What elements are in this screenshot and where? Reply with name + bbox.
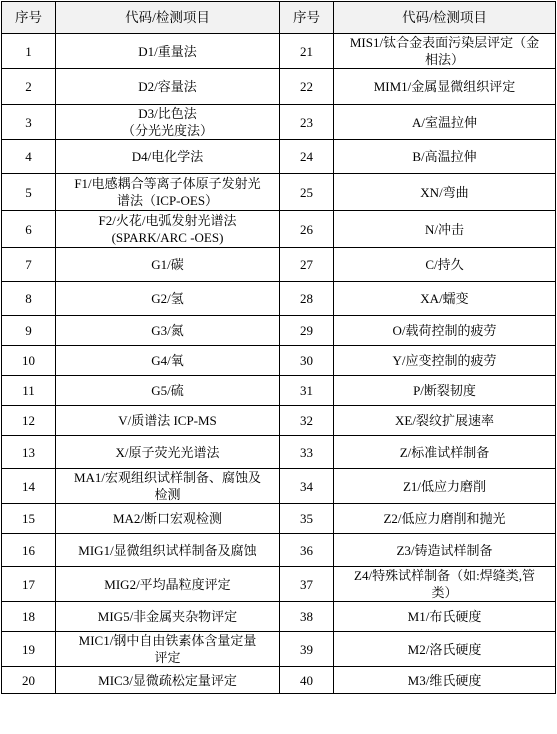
table-row (2, 469, 556, 504)
code-test-item-cell-2: MIS1/钛合金表面污染层评定（金 相法） (334, 34, 556, 69)
code-test-item-cell-2: MIM1/金属显微组织评定 (334, 69, 556, 105)
code-test-item-cell: X/原子荧光光谱法 (56, 436, 280, 469)
serial-number-cell-2: 24 (280, 140, 334, 174)
serial-number-cell-2: 30 (280, 346, 334, 376)
table-row (2, 105, 556, 140)
code-test-item-cell: MIG2/平均晶粒度评定 (56, 567, 280, 602)
code-test-item-cell: D3/比色法 （分光光度法） (56, 105, 280, 140)
serial-number-cell: 2 (2, 69, 56, 105)
table-row (2, 211, 556, 248)
code-test-item-cell-2: Z4/特殊试样制备（如:焊缝类,管 类） (334, 567, 556, 602)
serial-number-cell-2: 27 (280, 248, 334, 282)
code-test-item-cell: V/质谱法 ICP-MS (56, 406, 280, 436)
code-test-item-cell-2: Z3/铸造试样制备 (334, 534, 556, 567)
serial-number-cell: 17 (2, 567, 56, 602)
header-serial-number: 序号 (2, 2, 56, 34)
serial-number-cell: 6 (2, 211, 56, 248)
table-row (2, 567, 556, 602)
code-test-item-cell: G1/碳 (56, 248, 280, 282)
code-test-item-cell-2: M3/维氏硬度 (334, 667, 556, 694)
code-test-item-cell: MIC1/钢中自由铁素体含量定量 评定 (56, 632, 280, 667)
serial-number-cell-2: 35 (280, 504, 334, 534)
serial-number-cell-2: 33 (280, 436, 334, 469)
table-row (2, 632, 556, 667)
table-row (2, 436, 556, 469)
code-test-item-cell: F2/火花/电弧发射光谱法 (SPARK/ARC -OES) (56, 211, 280, 248)
code-test-item-cell-2: Z/标准试样制备 (334, 436, 556, 469)
code-test-item-cell-2: M1/布氏硬度 (334, 602, 556, 632)
code-test-item-cell-2: N/冲击 (334, 211, 556, 248)
table-row (2, 174, 556, 211)
test-item-code-table (1, 1, 556, 694)
serial-number-cell-2: 32 (280, 406, 334, 436)
serial-number-cell: 9 (2, 316, 56, 346)
serial-number-cell: 4 (2, 140, 56, 174)
code-test-item-cell-2: P/断裂韧度 (334, 376, 556, 406)
serial-number-cell-2: 23 (280, 105, 334, 140)
table-row (2, 602, 556, 632)
code-test-item-cell: D1/重量法 (56, 34, 280, 69)
table-row (2, 248, 556, 282)
table-row (2, 667, 556, 694)
code-test-item-cell: F1/电感耦合等离子体原子发射光 谱法（ICP-OES） (56, 174, 280, 211)
serial-number-cell-2: 25 (280, 174, 334, 211)
code-test-item-cell: G5/硫 (56, 376, 280, 406)
table-row (2, 282, 556, 316)
serial-number-cell: 5 (2, 174, 56, 211)
table-row (2, 140, 556, 174)
serial-number-cell-2: 38 (280, 602, 334, 632)
table-row (2, 316, 556, 346)
serial-number-cell: 14 (2, 469, 56, 504)
table-body (2, 34, 556, 694)
header-serial-number-2: 序号 (280, 2, 334, 34)
serial-number-cell: 8 (2, 282, 56, 316)
table-row (2, 346, 556, 376)
code-test-item-cell-2: C/持久 (334, 248, 556, 282)
code-test-item-cell: MIG1/显微组织试样制备及腐蚀 (56, 534, 280, 567)
code-test-item-cell: G2/氢 (56, 282, 280, 316)
code-test-item-cell-2: XE/裂纹扩展速率 (334, 406, 556, 436)
serial-number-cell: 3 (2, 105, 56, 140)
serial-number-cell: 11 (2, 376, 56, 406)
serial-number-cell-2: 26 (280, 211, 334, 248)
serial-number-cell-2: 29 (280, 316, 334, 346)
code-test-item-cell: MA1/宏观组织试样制备、腐蚀及 检测 (56, 469, 280, 504)
code-test-item-cell-2: A/室温拉伸 (334, 105, 556, 140)
header-row (2, 2, 556, 34)
serial-number-cell: 19 (2, 632, 56, 667)
code-test-item-cell-2: M2/洛氏硬度 (334, 632, 556, 667)
serial-number-cell-2: 31 (280, 376, 334, 406)
code-test-item-cell-2: O/载荷控制的疲劳 (334, 316, 556, 346)
code-test-item-cell: MIC3/显微疏松定量评定 (56, 667, 280, 694)
code-test-item-cell-2: Z2/低应力磨削和抛光 (334, 504, 556, 534)
serial-number-cell-2: 34 (280, 469, 334, 504)
table-row (2, 534, 556, 567)
serial-number-cell: 10 (2, 346, 56, 376)
code-test-item-cell: G3/氮 (56, 316, 280, 346)
serial-number-cell: 16 (2, 534, 56, 567)
table-row (2, 376, 556, 406)
serial-number-cell-2: 40 (280, 667, 334, 694)
code-test-item-cell: G4/氧 (56, 346, 280, 376)
table-row (2, 406, 556, 436)
serial-number-cell-2: 21 (280, 34, 334, 69)
code-test-item-cell-2: XA/蠕变 (334, 282, 556, 316)
code-test-item-cell-2: XN/弯曲 (334, 174, 556, 211)
code-test-item-cell-2: Y/应变控制的疲劳 (334, 346, 556, 376)
code-test-item-cell-2: Z1/低应力磨削 (334, 469, 556, 504)
serial-number-cell: 7 (2, 248, 56, 282)
table-row (2, 504, 556, 534)
code-test-item-cell: MA2/断口宏观检测 (56, 504, 280, 534)
code-test-item-cell-2: B/高温拉伸 (334, 140, 556, 174)
serial-number-cell: 18 (2, 602, 56, 632)
header-code-test-item: 代码/检测项目 (56, 2, 280, 34)
serial-number-cell-2: 37 (280, 567, 334, 602)
serial-number-cell: 1 (2, 34, 56, 69)
serial-number-cell-2: 39 (280, 632, 334, 667)
serial-number-cell: 12 (2, 406, 56, 436)
serial-number-cell-2: 36 (280, 534, 334, 567)
serial-number-cell-2: 22 (280, 69, 334, 105)
serial-number-cell: 15 (2, 504, 56, 534)
code-test-item-cell: MIG5/非金属夹杂物评定 (56, 602, 280, 632)
header-code-test-item-2: 代码/检测项目 (334, 2, 556, 34)
serial-number-cell-2: 28 (280, 282, 334, 316)
serial-number-cell: 13 (2, 436, 56, 469)
table-row (2, 69, 556, 105)
serial-number-cell: 20 (2, 667, 56, 694)
code-test-item-cell: D4/电化学法 (56, 140, 280, 174)
code-test-item-cell: D2/容量法 (56, 69, 280, 105)
table-row (2, 34, 556, 69)
